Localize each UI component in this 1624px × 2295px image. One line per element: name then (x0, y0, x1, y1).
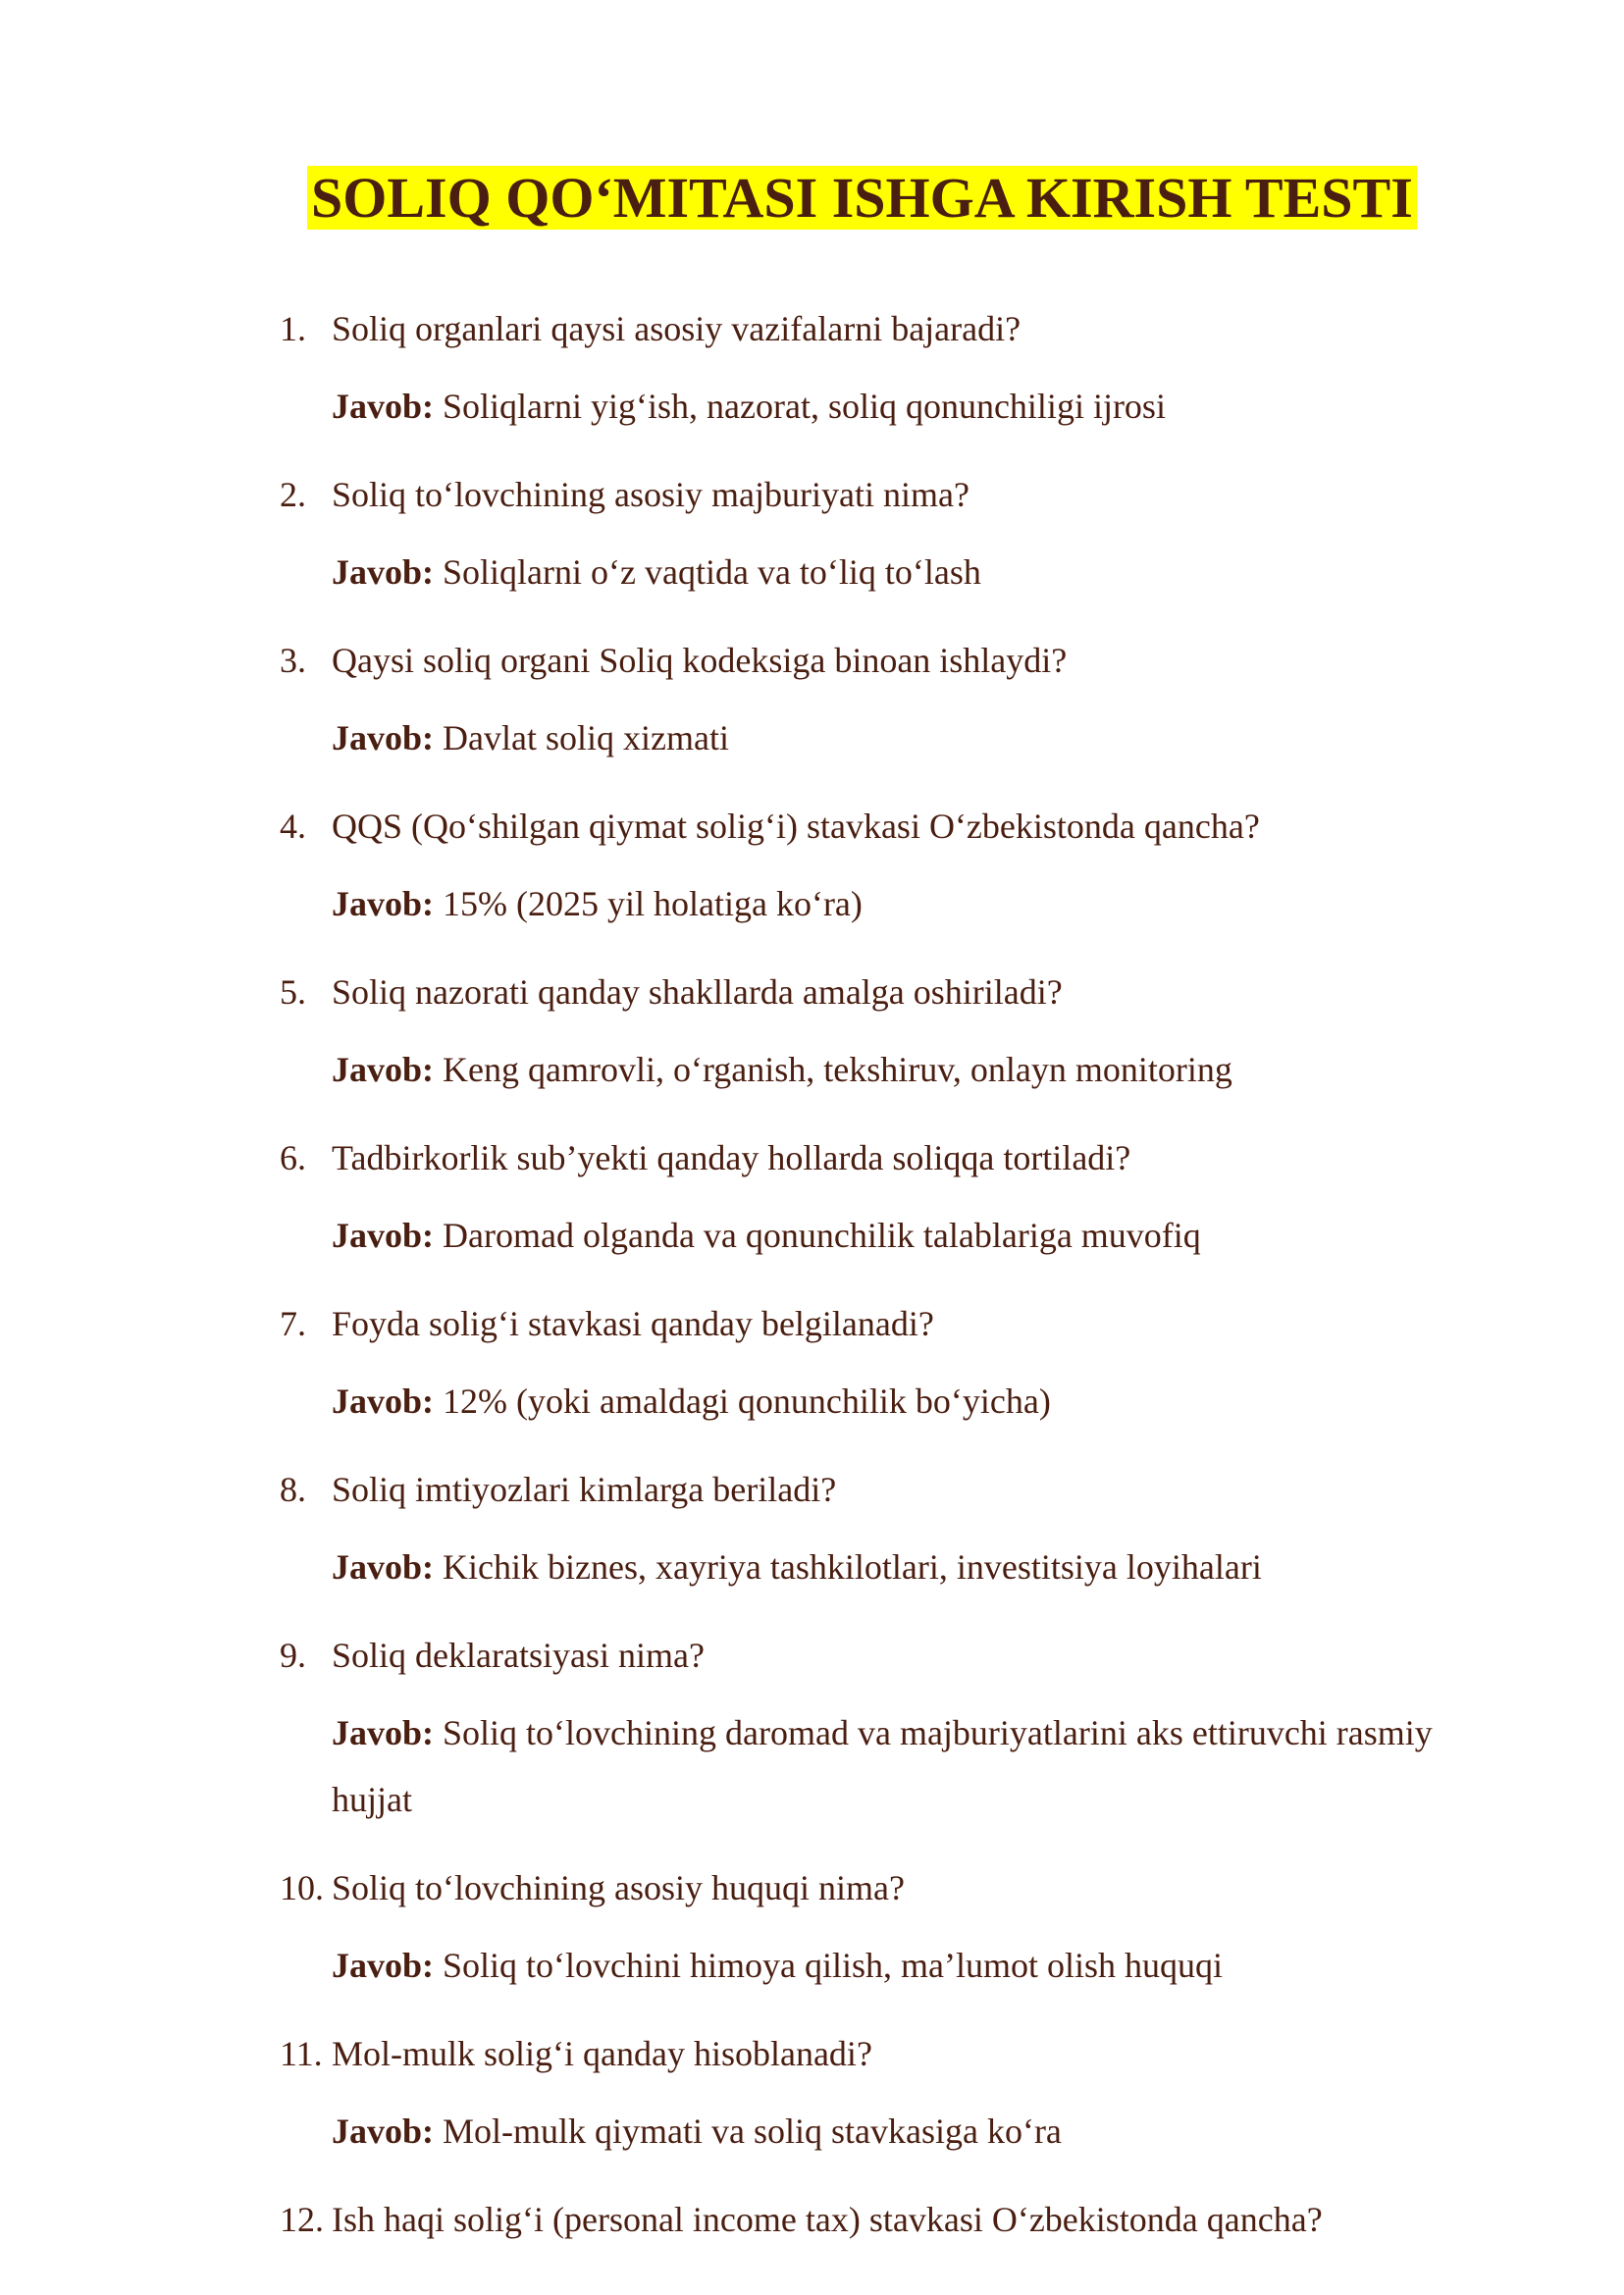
answer-line (332, 2098, 1441, 2165)
item-number: 11. (280, 2034, 323, 2073)
question-text: Soliq nazorati qanday shakllarda amalga oshiriladi? (332, 972, 1063, 1012)
answer-line (332, 870, 1441, 937)
item-number: 7. (280, 1304, 306, 1343)
answer-label: Javob: (332, 1946, 435, 1985)
answer-text: Soliq to‘lovchini himoya qilish, ma’lumot olish huquqi (443, 1946, 1224, 1985)
answer-text: Kichik biznes, xayriya tashkilotlari, investitsiya loyihalari (443, 1547, 1262, 1587)
question-text: Soliq to‘lovchining asosiy huquqi nima? (332, 1868, 905, 1907)
item-number: 2. (280, 475, 306, 514)
answer-line (332, 1932, 1441, 1999)
question-text: Soliq to‘lovchining asosiy majburiyati nima? (332, 475, 969, 514)
answer-text: Soliqlarni o‘z vaqtida va to‘liq to‘lash (443, 552, 981, 592)
answer-text: Soliq to‘lovchining daromad va majburiyatlarini aks ettiruvchi rasmiy hujjat (332, 1713, 1433, 1819)
answer-label: Javob: (332, 1382, 435, 1421)
answer-text: Keng qamrovli, o‘rganish, tekshiruv, onlayn monitoring (443, 1050, 1232, 1089)
answer-text: 15% (2025 yil holatiga ko‘ra) (443, 884, 863, 923)
answer-text: Davlat soliq xizmati (443, 718, 729, 757)
question-text: Foyda solig‘i stavkasi qanday belgilanadi? (332, 1304, 934, 1343)
question-text: Tadbirkorlik sub’yekti qanday hollarda soliqqa tortiladi? (332, 1138, 1131, 1177)
question-text: Mol-mulk solig‘i qanday hisoblanadi? (332, 2034, 872, 2073)
question-text: Soliq deklaratsiyasi nima? (332, 1636, 705, 1675)
document-title (307, 164, 1417, 233)
question-text: Ish haqi solig‘i (personal income tax) stavkasi O‘zbekistonda qancha? (332, 2200, 1323, 2239)
answer-label: Javob: (332, 718, 435, 757)
answer-text: Soliqlarni yig‘ish, nazorat, soliq qonunchiligi ijrosi (443, 387, 1166, 426)
answer-text: Daromad olganda va qonunchilik talablariga muvofiq (443, 1216, 1201, 1255)
item-number: 10. (280, 1868, 324, 1907)
answer-line (332, 1699, 1441, 1833)
answer-label: Javob: (332, 884, 435, 923)
item-number: 3. (280, 641, 306, 680)
item-number: 5. (280, 972, 306, 1012)
answer-label: Javob: (332, 387, 435, 426)
item-number: 9. (280, 1636, 306, 1675)
question-text: QQS (Qo‘shilgan qiymat solig‘i) stavkasi O‘zbekistonda qancha? (332, 807, 1260, 846)
answer-label: Javob: (332, 1713, 435, 1752)
answer-line (332, 1368, 1441, 1434)
answer-line (332, 1036, 1441, 1103)
question-text: Qaysi soliq organi Soliq kodeksiga binoan ishlaydi? (332, 641, 1068, 680)
answer-line (332, 373, 1441, 440)
answer-text: Mol-mulk qiymati va soliq stavkasiga ko‘ra (443, 2112, 1062, 2151)
answer-label: Javob: (332, 2112, 435, 2151)
answer-label: Javob: (332, 552, 435, 592)
answer-label: Javob: (332, 1547, 435, 1587)
item-number: 8. (280, 1470, 306, 1509)
title-text: SOLIQ QO‘MITASI ISHGA KIRISH TESTI (307, 166, 1417, 230)
item-number: 12. (280, 2200, 324, 2239)
item-number: 1. (280, 309, 306, 348)
answer-label: Javob: (332, 1216, 435, 1255)
answer-line (332, 539, 1441, 605)
answer-line (332, 1202, 1441, 1269)
item-number: 6. (280, 1138, 306, 1177)
answer-text: 12% (yoki amaldagi qonunchilik bo‘yicha) (443, 1382, 1051, 1421)
answer-line (332, 1534, 1441, 1600)
question-text: Soliq organlari qaysi asosiy vazifalarni bajaradi? (332, 309, 1022, 348)
answer-label: Javob: (332, 1050, 435, 1089)
question-text: Soliq imtiyozlari kimlarga beriladi? (332, 1470, 837, 1509)
item-number: 4. (280, 807, 306, 846)
answer-line (332, 704, 1441, 771)
